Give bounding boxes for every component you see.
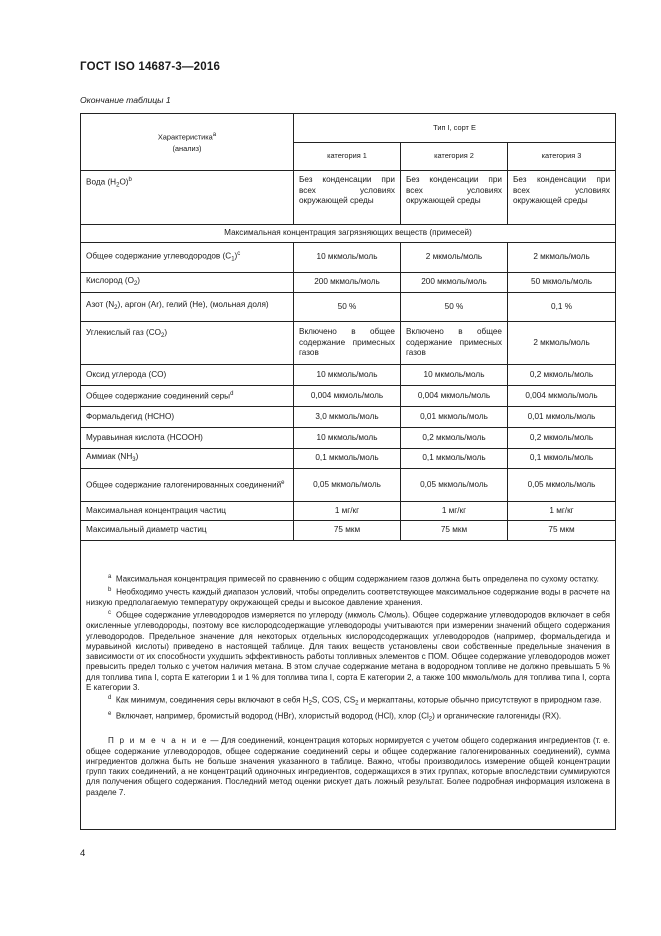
particle-conc-cat2: 1 мг/кг [401,502,508,521]
hydrocarbons-cat2: 2 мкмоль/моль [401,243,508,273]
row-hydrocarbons [81,243,616,273]
row-co2 [81,322,616,365]
row-ammonia [81,449,616,469]
oxygen-cat2: 200 мкмоль/моль [401,273,508,293]
water-cat2: Без конденсации при всех условиях окружающей среды [401,171,508,225]
nitrogen-cat3: 0,1 % [508,293,616,322]
water-cat3: Без конденсации при всех условиях окружающей среды [508,171,616,225]
ammonia-cat2: 0,1 мкмоль/моль [401,449,508,469]
particle-diam-cat1: 75 мкм [294,521,401,541]
param-co: Оксид углерода (CO) [81,365,294,386]
table-caption: Окончание таблицы 1 [80,95,171,105]
formaldehyde-cat3: 0,01 мкмоль/моль [508,407,616,428]
footnote-b: $^b$ Необходимо учесть каждый диапазон условий, чтобы определить соответствующее максимальное содержание воды в расчете на низкую предполагаемую температуру окружающей среды и высокое давление хранения. [86,586,611,607]
param-formaldehyde: Формальдегид (HCHO) [81,407,294,428]
row-halogen [81,469,616,502]
hydrocarbons-cat3: 2 мкмоль/моль [508,243,616,273]
param-formic-acid: Муравьиная кислота (HCOOH) [81,428,294,449]
param-co2: Углекислый газ $(CO_2)$ [81,322,294,365]
characteristic-header-footnote: a [212,131,217,138]
param-sulfur: Общее содержание соединений серы$^d$ [81,386,294,407]
formic-cat1: 10 мкмоль/моль [294,428,401,449]
co2-cat3: 2 мкмоль/моль [508,322,616,365]
specification-table [80,113,616,830]
row-formic-acid [81,428,616,449]
formaldehyde-cat1: 3,0 мкмоль/моль [294,407,401,428]
row-nitrogen [81,293,616,322]
category-1-header: категория 1 [294,143,401,171]
footnote-a: $^a$ Максимальная концентрация примесей по сравнению с общим содержанием газов должна быть определена по сухому остатку. [108,573,599,584]
particle-diam-cat2: 75 мкм [401,521,508,541]
characteristic-header-label: Характеристика [157,132,213,142]
characteristic-header-sub: (анализ) [172,144,202,154]
footnote-e: $^e$ Включает, например, бромистый водород (HBr), хлористый водород (HCl), хлор $(Cl_2)$ и органические галогениды (RX). [108,711,562,723]
param-halogen: Общее содержание галогенированных соединений$^e$ [81,469,294,502]
param-particle-concentration: Максимальная концентрация частиц [81,502,294,521]
row-water [81,171,616,225]
halogen-cat3: 0,05 мкмоль/моль [508,469,616,502]
particle-conc-cat3: 1 мг/кг [508,502,616,521]
header-row-type [81,114,616,143]
ammonia-cat3: 0,1 мкмоль/моль [508,449,616,469]
co-cat3: 0,2 мкмоль/моль [508,365,616,386]
particle-diam-cat3: 75 мкм [508,521,616,541]
category-2-header: категория 2 [401,143,508,171]
table-note [86,736,610,798]
oxygen-cat3: 50 мкмоль/моль [508,273,616,293]
co2-cat1: Включено в общее содержание примесных газов [294,322,401,365]
sulfur-cat3: 0,004 мкмоль/моль [508,386,616,407]
formic-cat2: 0,2 мкмоль/моль [401,428,508,449]
halogen-cat1: 0,05 мкмоль/моль [294,469,401,502]
sulfur-cat1: 0,004 мкмоль/моль [294,386,401,407]
water-cat1: Без конденсации при всех условиях окружающей среды [294,171,401,225]
row-particle-concentration [81,502,616,521]
page-number: 4 [80,848,86,859]
footnotes-block [81,541,616,830]
co-cat2: 10 мкмоль/моль [401,365,508,386]
type-header: Тип I, сорт E [294,114,616,143]
halogen-cat2: 0,05 мкмоль/моль [401,469,508,502]
param-particle-diameter: Максимальный диаметр частиц [81,521,294,541]
row-oxygen [81,273,616,293]
particle-conc-cat1: 1 мг/кг [294,502,401,521]
row-notes [81,541,616,830]
param-nitrogen: Азот $(N_2)$, аргон (Ar), гелий (He), (мольная доля) [81,293,294,322]
characteristic-header [81,114,294,171]
category-3-header: категория 3 [508,143,616,171]
param-ammonia: Аммиак $(NH_3)$ [81,449,294,469]
formaldehyde-cat2: 0,01 мкмоль/моль [401,407,508,428]
param-oxygen: Кислород $(O_2)$ [81,273,294,293]
co-cat1: 10 мкмоль/моль [294,365,401,386]
note-text: — Для соединений, концентрация которых нормируется с учетом общего содержания ингредиентов (т. е. общее содержание углеводородов, общее содержание соединений серы и общее содержание галогенированных соединений), сумма ингредиентов должна быть не больше значения указанного в таблице. Важно, чтобы производилось измерение общей концентрации групп таких соединений, а не концентраций одиночных ингредиентов, содержащихся в этих группах, которые впоследствии суммируются для получения общего содержания. Последний метод оценки рискует дать ложный результат. Более подробная информация изложена в разделе 7. [86,736,611,797]
footnote-c: $^c$ Общее содержание углеводородов измеряется по углероду (мкмоль C/моль). Общее содержание углеводородов включает в себя окисленные углеводороды, поэтому все кислородсодержащие углеводороды учитываются при измерении значений общего содержания углеводородов. Предельное значение для некоторых отдельных кислородсодержащих углеводородов (например, формальдегида и муравьиной кислоты) приведено в настоящей таблице. Для таких веществ установлены свои собственные предельные значения в зависимости от их способности ухудшить эффективность работы топливных элементов с ПОМ. Общее содержание углеводородов может превысить предел только с учетом наличия метана. В этом случае содержание метана в водородном топливе не должно превышать 5 % для топлива типа I, сорта E категории 1 и 1 % для топлива типа I, сорта E категории 2, а также 100 мкмоль/моль для топлива типа I, сорта E категории 3. [86,610,611,692]
note-label: П р и м е ч а н и е [108,736,208,746]
ammonia-cat1: 0,1 мкмоль/моль [294,449,401,469]
nitrogen-cat1: 50 % [294,293,401,322]
document-header: ГОСТ ISO 14687-3—2016 [80,61,221,73]
footnote-d: $^d$ Как минимум, соединения серы включают в себя $H_2S$, COS, $CS_2$ и меркаптаны, которые обычно присутствуют в природном газе. [108,695,602,707]
hydrocarbons-cat1: 10 мкмоль/моль [294,243,401,273]
formic-cat3: 0,2 мкмоль/моль [508,428,616,449]
row-co [81,365,616,386]
param-hydrocarbons: Общее содержание углеводородов $(C_1)^c$ [81,243,294,273]
param-water: Вода $(H_2O)^b$ [81,171,294,225]
row-formaldehyde [81,407,616,428]
nitrogen-cat2: 50 % [401,293,508,322]
row-section-title [81,225,616,243]
oxygen-cat1: 200 мкмоль/моль [294,273,401,293]
row-sulfur [81,386,616,407]
row-particle-diameter [81,521,616,541]
sulfur-cat2: 0,004 мкмоль/моль [401,386,508,407]
co2-cat2: Включено в общее содержание примесных газов [401,322,508,365]
section-title: Максимальная концентрация загрязняющих веществ (примесей) [81,225,616,243]
